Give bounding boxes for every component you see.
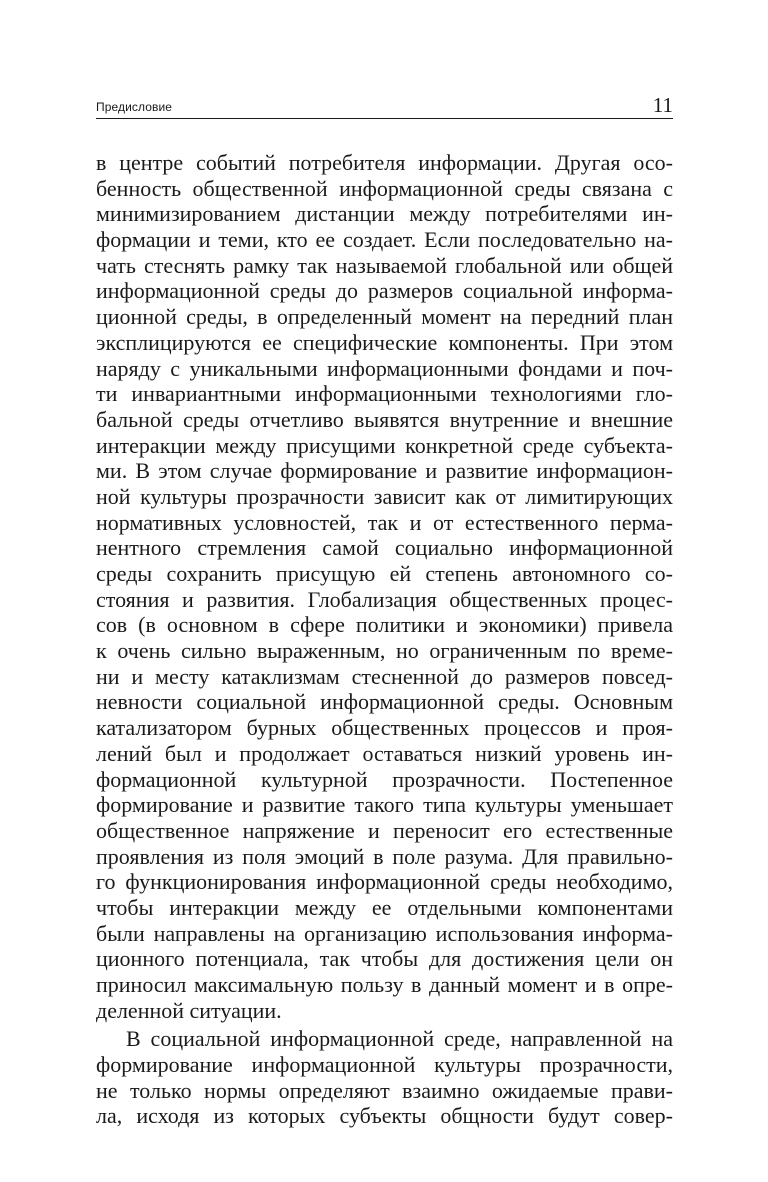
text-line: среды сохранить присущую ей степень автономного со-: [96, 561, 673, 586]
text-line: проявления из поля эмоций в поле разума. Для правильно-: [96, 843, 673, 869]
text-line: нормативных условностей, так и от естественного перма-: [96, 509, 673, 535]
text-line: в центре событий потребителя информации. Другая осо-: [96, 150, 673, 175]
text-line: ционной среды, в определенный момент на передний план: [96, 304, 673, 330]
paragraph-2: [96, 1026, 673, 1129]
text-line: катализатором бурных общественных процессов и проя-: [96, 715, 673, 741]
text-line: наряду с уникальными информационными фондами и поч-: [96, 355, 673, 381]
text-line: не только нормы определяют взаимно ожидаемые прави-: [96, 1077, 673, 1103]
text-line: ционного потенциала, так чтобы для достижения цели он: [96, 946, 673, 972]
text-line: формирование информационной культуры прозрачности,: [96, 1052, 673, 1078]
text-line: чтобы интеракции между ее отдельными компонентами: [96, 894, 673, 920]
text-line: чать стеснять рамку так называемой глобальной или общей: [96, 252, 673, 278]
text-line: к очень сильно выраженным, но ограниченным по време-: [96, 638, 673, 664]
body-text: [96, 150, 673, 1129]
text-line: стояния и развития. Глобализация общественных процес-: [96, 586, 673, 612]
text-line: формации и теми, кто ее создает. Если последовательно на-: [96, 227, 673, 253]
text-line: бенность общественной информационной среды связана с: [96, 175, 673, 201]
text-line: формационной культурной прозрачности. Постепенное: [96, 766, 673, 792]
text-line: лений был и продолжает оставаться низкий уровень ин-: [96, 740, 673, 766]
text-line: минимизированием дистанции между потребителями ин-: [96, 201, 673, 227]
text-line: деленной ситуации.: [96, 997, 282, 1023]
text-line: информационной среды до размеров социальной информа-: [96, 278, 673, 304]
text-line: эксплицируются ее специфические компоненты. При этом: [96, 329, 673, 355]
text-line: ни и месту катаклизмам стесненной до размеров повсед-: [96, 663, 673, 689]
text-line: интеракции между присущими конкретной среде субъекта-: [96, 432, 673, 458]
text-line: бальной среды отчетливо выявятся внутренние и внешние: [96, 406, 673, 432]
text-line: В социальной информационной среде, направленной на: [126, 1026, 673, 1052]
text-line: го функционирования информационной среды необходимо,: [96, 869, 673, 895]
text-line: ной культуры прозрачности зависит как от лимитирующих: [96, 483, 673, 509]
text-line: приносил максимальную пользу в данный момент и в опре-: [96, 972, 673, 997]
running-title: Предисловие: [96, 100, 173, 114]
paragraph-1: [96, 150, 673, 1023]
page-number: 11: [652, 93, 673, 117]
text-line: невности социальной информационной среды. Основным: [96, 689, 673, 715]
text-line: ла, исходя из которых субъекты общности будут совер-: [96, 1103, 673, 1129]
text-line: ми. В этом случае формирование и развитие информацион-: [96, 458, 673, 484]
text-line: сов (в основном в сфере политики и экономики) привела: [96, 612, 673, 638]
text-line: общественное напряжение и переносит его естественные: [96, 817, 673, 843]
text-line: формирование и развитие такого типа культуры уменьшает: [96, 792, 673, 818]
text-line: были направлены на организацию использования информа-: [96, 920, 673, 946]
text-line: ти инвариантными информационными технологиями гло-: [96, 381, 673, 407]
running-head: [96, 94, 673, 119]
text-line: нентного стремления самой социально информационной: [96, 535, 673, 561]
